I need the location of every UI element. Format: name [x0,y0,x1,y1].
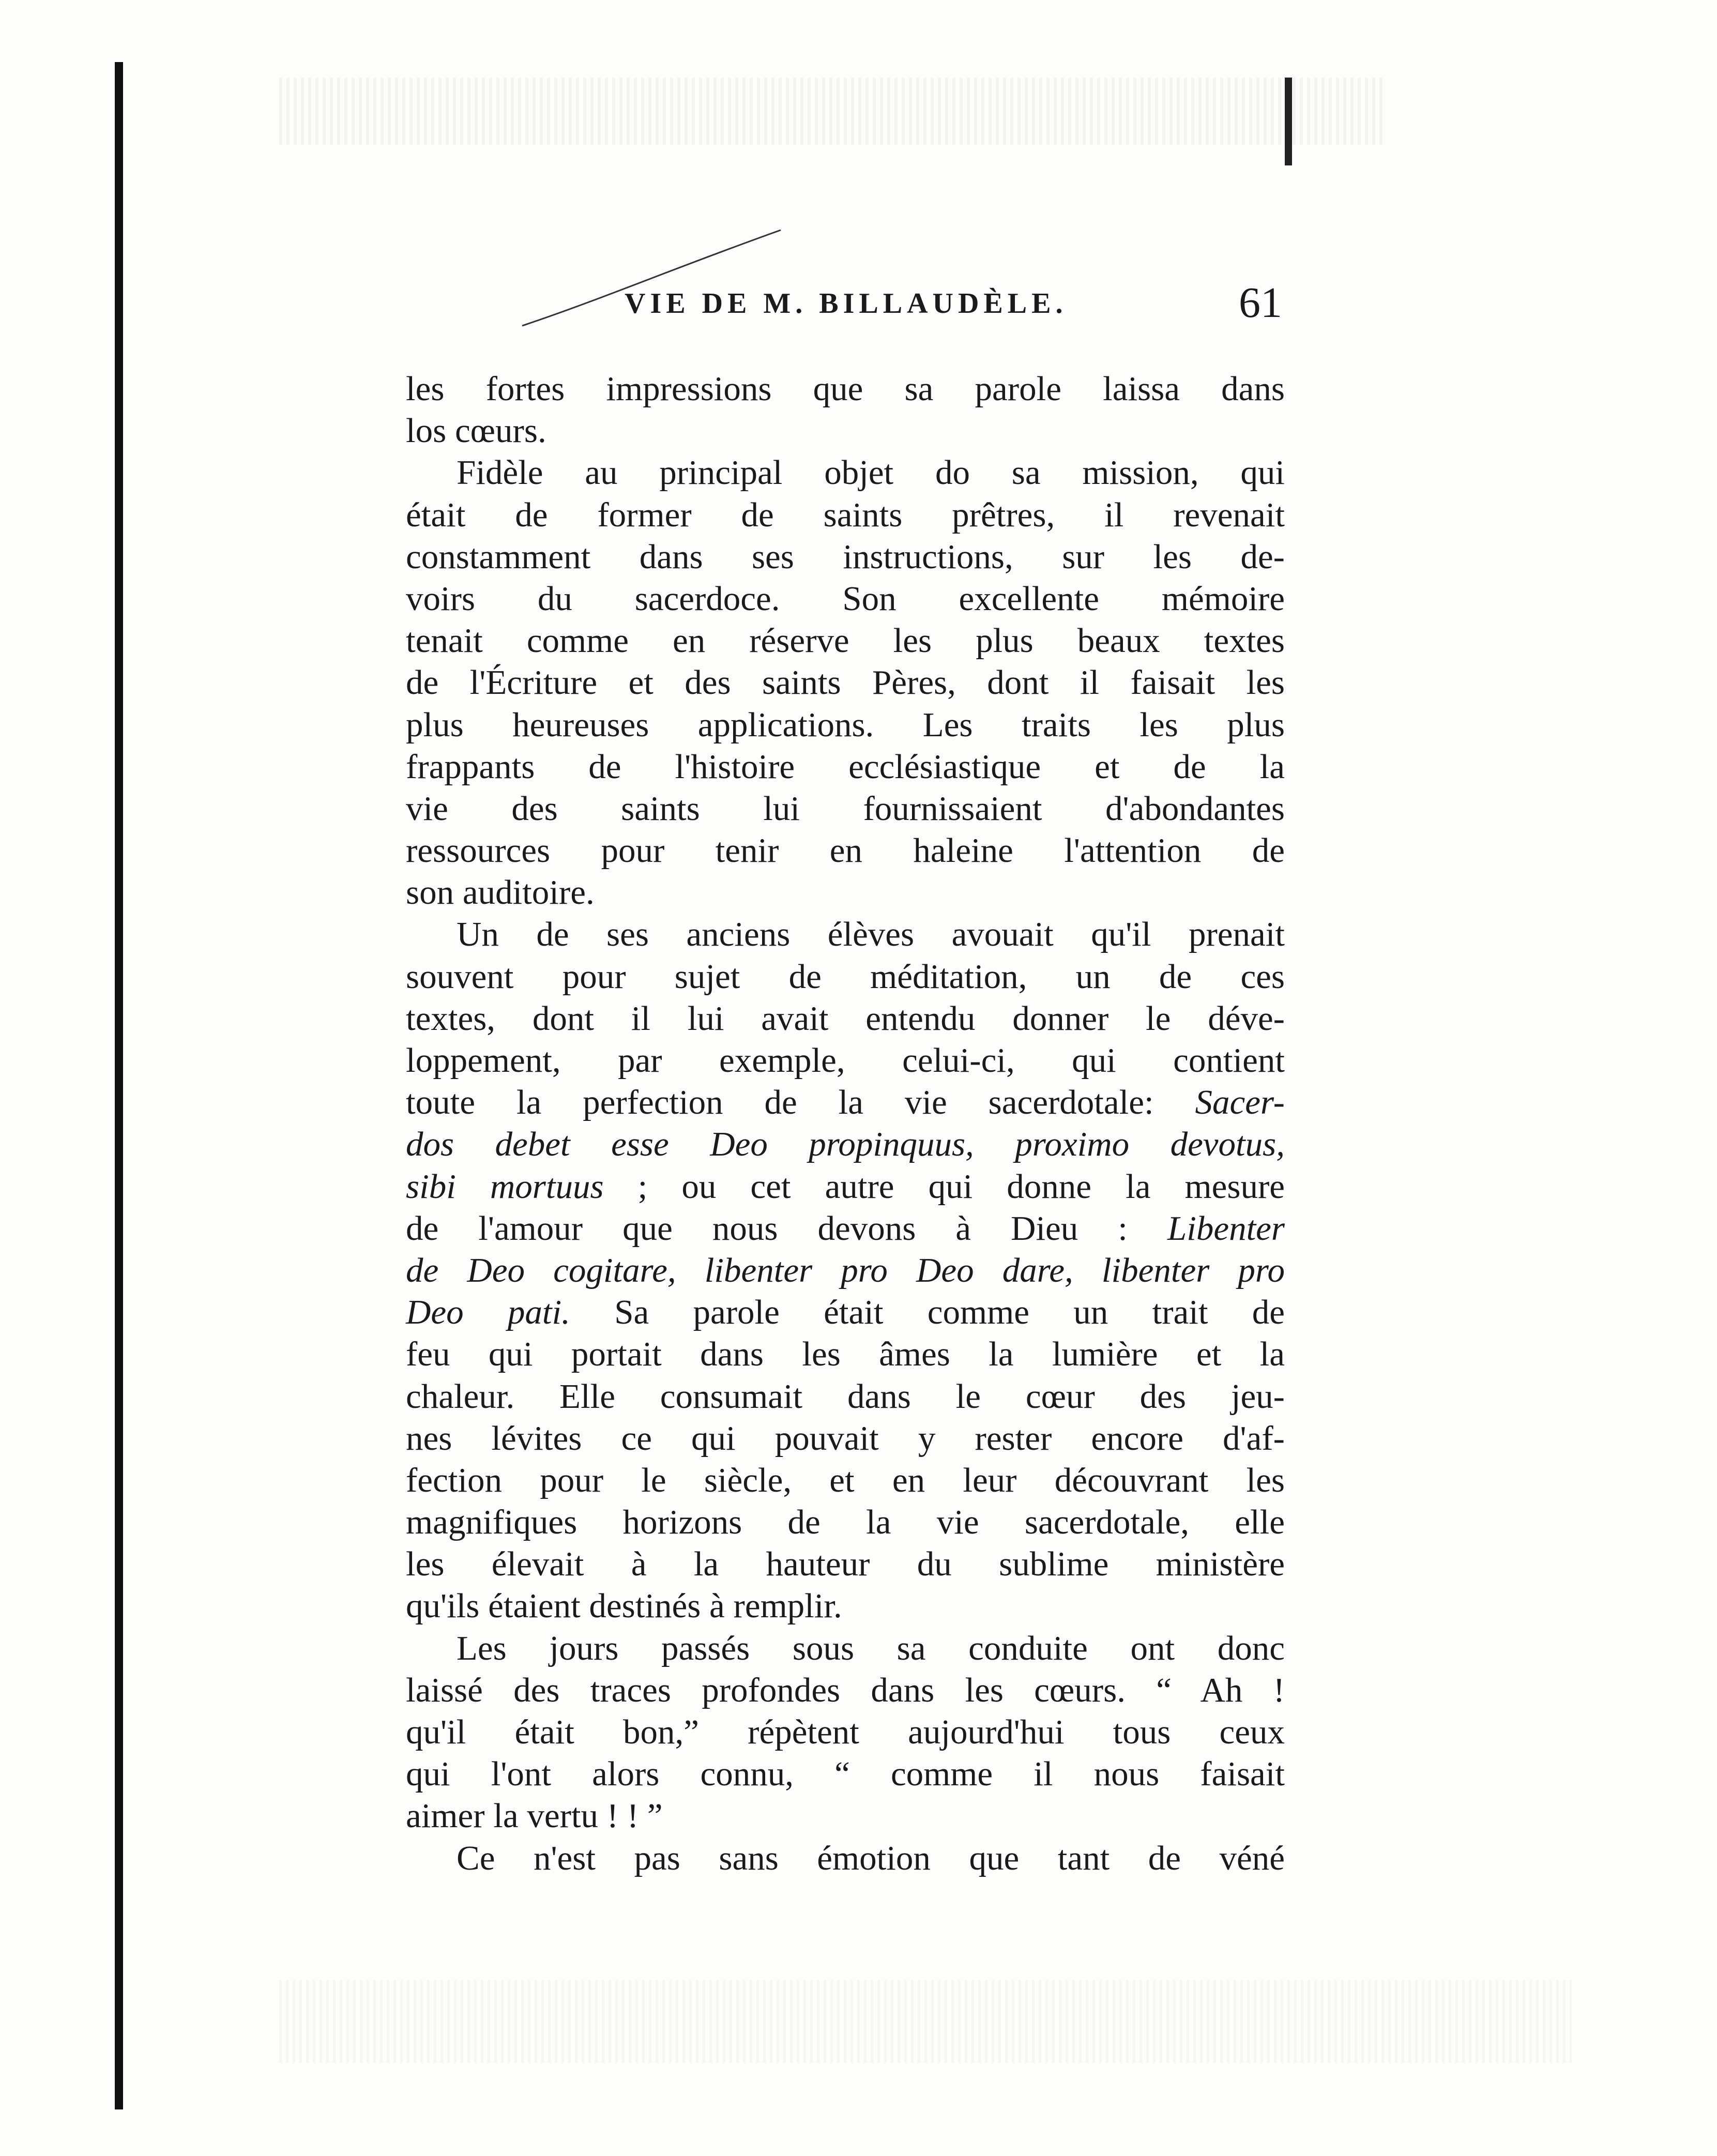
line-text: laissé des traces profondes dans les cœurs. “ Ah ! [406,1671,1285,1709]
text-line [406,1711,1285,1753]
text-line [406,956,1285,998]
line-text: Sa parole était comme un trait de [570,1293,1285,1332]
text-line [406,1376,1285,1418]
line-text: magnifiques horizons de la vie sacerdotale, elle [406,1503,1285,1542]
line-text: aimer la vertu ! ! ” [406,1797,663,1835]
text-line [406,1208,1285,1250]
text-line [406,1669,1285,1711]
line-text: vie des saints lui fournissaient d'abondantes [406,789,1285,828]
line-text: fection pour le siècle, et en leur découvrant les [406,1461,1285,1499]
line-text: ; ou cet autre qui donne la mesure [603,1167,1285,1206]
ink-mark-top [1285,78,1292,165]
line-text: de l'Écriture et des saints Pères, dont il faisait les [406,663,1285,702]
italic-latin-text: Libenter [1167,1209,1285,1248]
text-line [406,1418,1285,1460]
text-line [406,1628,1285,1669]
italic-latin-text: dos debet esse Deo propinquus, proximo devotus, [406,1125,1285,1164]
line-text: toute la perfection de la vie sacerdotale: [406,1083,1195,1122]
line-text: les fortes impressions que sa parole laissa dans [406,370,1285,408]
line-text: feu qui portait dans les âmes la lumière et la [406,1335,1285,1374]
italic-latin-text: Sacer- [1195,1083,1285,1122]
text-line [406,578,1285,620]
line-text: qu'ils étaient destinés à remplir. [406,1587,842,1626]
italic-latin-text: de Deo cogitare, libenter pro Deo dare, libenter pro [406,1251,1285,1289]
text-line [406,494,1285,536]
line-text: chaleur. Elle consumait dans le cœur des jeu- [406,1377,1285,1416]
text-line [406,620,1285,662]
text-line [406,1543,1285,1585]
line-text: qui l'ont alors connu, “ comme il nous faisait [406,1755,1285,1794]
line-text: de l'amour que nous devons à Dieu : [406,1209,1167,1248]
text-line [406,1292,1285,1333]
text-line [406,914,1285,955]
text-line [406,1166,1285,1208]
text-line [406,1250,1285,1292]
text-line [406,1501,1285,1543]
line-text: qu'il était bon,” répètent aujourd'hui tous ceux [406,1713,1285,1751]
text-line [406,536,1285,578]
line-text: tenait comme en réserve les plus beaux textes [406,621,1285,660]
line-text: ressources pour tenir en haleine l'attention de [406,831,1285,870]
text-line [406,1585,1285,1627]
line-text: les élevait à la hauteur du sublime ministère [406,1545,1285,1584]
body-text [406,368,1285,1879]
text-line [406,704,1285,746]
text-line [406,830,1285,872]
line-text: Fidèle au principal objet do sa mission, qui [457,453,1285,492]
text-line [406,452,1285,494]
italic-latin-text: Deo pati. [406,1293,570,1332]
line-text: était de former de saints prêtres, il revenait [406,495,1285,534]
text-line [406,368,1285,410]
text-line [406,1795,1285,1837]
line-text: Un de ses anciens élèves avouait qu'il prenait [457,915,1285,954]
line-text: Ce n'est pas sans émotion que tant de véné [457,1839,1285,1877]
line-text: Les jours passés sous sa conduite ont donc [457,1629,1285,1667]
binding-edge [115,62,123,2109]
text-line [406,998,1285,1040]
line-text: loppement, par exemple, celui-ci, qui contient [406,1041,1285,1080]
line-text: textes, dont il lui avait entendu donner le déve- [406,999,1285,1038]
text-line [406,662,1285,704]
text-line [406,1333,1285,1375]
text-line [406,746,1285,788]
text-line [406,1082,1285,1123]
text-line [406,1123,1285,1165]
line-text: souvent pour sujet de méditation, un de ces [406,957,1285,996]
page-number: 61 [1239,279,1282,327]
text-line [406,788,1285,830]
bleed-through-bottom [279,1980,1572,2063]
text-line [406,1838,1285,1879]
bleed-through-top [279,78,1386,145]
line-text: son auditoire. [406,873,595,912]
text-line [406,1753,1285,1795]
text-line [406,1460,1285,1501]
running-title: VIE DE M. BILLAUDÈLE. [625,287,1068,320]
line-text: plus heureuses applications. Les traits les plus [406,705,1285,744]
text-line [406,1040,1285,1082]
text-line [406,872,1285,914]
italic-latin-text: sibi mortuus [406,1167,604,1206]
line-text: voirs du sacerdoce. Son excellente mémoire [406,579,1285,618]
line-text: nes lévites ce qui pouvait y rester encore d'af- [406,1419,1285,1457]
running-header [610,279,1282,333]
line-text: frappants de l'histoire ecclésiastique et de la [406,747,1285,786]
text-line [406,410,1285,452]
line-text: los cœurs. [406,412,546,450]
line-text: constamment dans ses instructions, sur les de- [406,537,1285,576]
